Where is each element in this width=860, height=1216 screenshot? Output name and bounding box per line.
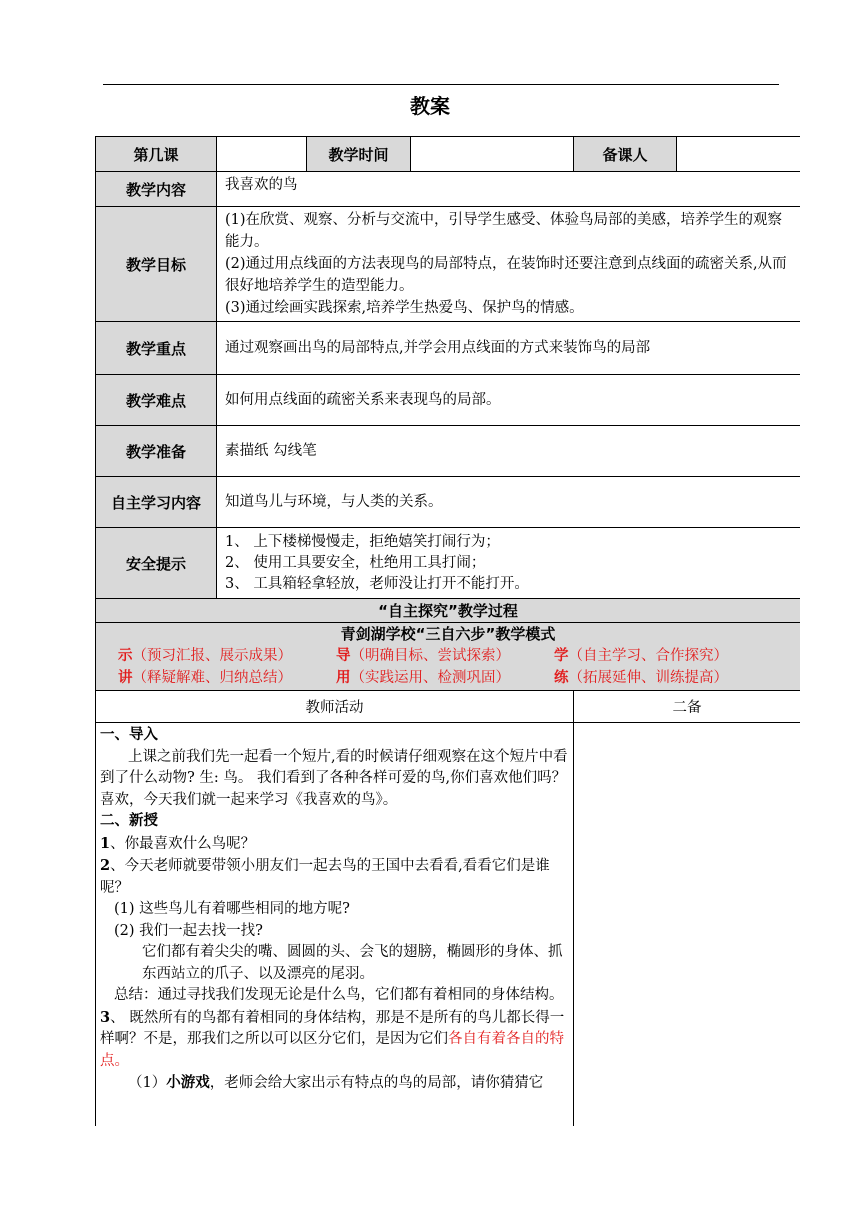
process-banner: “自主探究”教学过程 xyxy=(96,599,801,623)
question-1: 1、你最喜欢什么鸟呢？ xyxy=(100,834,256,852)
goals-value xyxy=(217,207,801,322)
question-2: 2、今天老师就要带领小朋友们一起去鸟的王国中去看看,看看它们是谁呢？ xyxy=(100,857,550,896)
safety-item: 1、 上下楼梯慢慢走，拒绝嬉笑打闹行为； xyxy=(225,533,500,550)
mode-step: 练（拓展延伸、训练提高） xyxy=(554,670,728,686)
bird-features: 它们都有着尖尖的嘴、圆圆的头、会飞的翅膀，椭圆形的身体、抓东西站立的爪子、以及漂亮的尾羽。 xyxy=(142,944,563,982)
goal-item: (1)在欣赏、观察、分析与交流中，引导学生感受、体验鸟局部的美感，培养学生的观察能力。 xyxy=(225,212,783,250)
preparer-value[interactable] xyxy=(677,137,801,172)
mode-step: 导（明确目标、尝试探索） xyxy=(336,648,510,664)
safety-item: 3、 工具箱轻拿轻放，老师没让打开不能打开。 xyxy=(225,575,529,592)
preparation-label: 教学准备 xyxy=(96,426,217,477)
mode-step: 学（自主学习、合作探究） xyxy=(554,648,728,664)
self-study-value: 知道鸟儿与环境，与人类的关系。 xyxy=(217,477,801,528)
mode-title: 青剑湖学校“三自六步”教学模式 xyxy=(340,625,556,643)
difficulties-label: 教学难点 xyxy=(96,375,217,426)
mode-row-2 xyxy=(96,667,800,689)
key-points-value: 通过观察画出鸟的局部特点,并学会用点线面的方式来装饰鸟的局部 xyxy=(217,322,801,375)
safety-value xyxy=(217,528,801,599)
difficulties-value: 如何用点线面的疏密关系来表现鸟的局部。 xyxy=(217,375,801,426)
summary: 总结：通过寻找我们发现无论是什么鸟，它们都有着相同的身体结构。 xyxy=(114,987,564,1003)
lesson-plan-table xyxy=(95,136,800,1126)
question-3: 3、 既然所有的鸟都有着相同的身体结构，那是不是所有的鸟儿都长得一样啊？不是，那我们之所以可以区分它们，是因为它们各自有着各自的特点。 xyxy=(100,1008,565,1069)
self-study-label: 自主学习内容 xyxy=(96,477,217,528)
mode-row-1 xyxy=(96,645,800,667)
mini-game: （1）小游戏，老师会给大家出示有特点的鸟的局部，请你猜猜它 xyxy=(128,1074,544,1091)
preparation-value: 素描纸 勾线笔 xyxy=(217,426,801,477)
mode-step: 示（预习汇报、展示成果） xyxy=(118,648,292,664)
lesson-number-value[interactable] xyxy=(217,137,307,172)
goal-item: (3)通过绘画实践探索,培养学生热爱鸟、保护鸟的情感。 xyxy=(225,300,584,316)
teaching-time-label: 教学时间 xyxy=(307,137,411,172)
page-title: 教案 xyxy=(410,94,450,118)
lesson-number-label: 第几课 xyxy=(96,137,217,172)
teacher-activity-header: 教师活动 xyxy=(96,691,574,723)
preparer-label: 备课人 xyxy=(574,137,677,172)
teacher-activity-content xyxy=(96,723,574,1127)
safety-item: 2、 使用工具要安全，杜绝用工具打闹； xyxy=(225,554,486,571)
teaching-time-value[interactable] xyxy=(411,137,574,172)
content-label: 教学内容 xyxy=(96,172,217,207)
section-new-title: 二、新授 xyxy=(100,813,158,829)
intro-text: 上课之前我们先一起看一个短片,看的时候请仔细观察在这个短片中看到了什么动物? 生: 鸟。 我们看到了各种各样可爱的鸟,你们喜欢他们吗？喜欢，今天我们就一起来学习《我喜欢的鸟》。 xyxy=(100,748,568,808)
second-prep-header: 二备 xyxy=(574,691,801,723)
second-prep-content[interactable] xyxy=(574,723,801,1127)
question-2b: (2) 我们一起去找一找? xyxy=(114,922,263,939)
safety-label: 安全提示 xyxy=(96,528,217,599)
content-value: 我喜欢的鸟 xyxy=(217,172,801,207)
section-intro-title: 一、导入 xyxy=(100,727,158,743)
key-points-label: 教学重点 xyxy=(96,322,217,375)
mode-step: 讲（释疑解难、归纳总结） xyxy=(118,670,292,686)
teaching-mode xyxy=(96,623,801,691)
goal-item: (2)通过用点线面的方法表现鸟的局部特点，在装饰时还要注意到点线面的疏密关系,从而很好地培养学生的造型能力。 xyxy=(225,256,787,294)
goals-label: 教学目标 xyxy=(96,207,217,322)
mode-step: 用（实践运用、检测巩固） xyxy=(336,670,510,686)
question-2a: (1) 这些鸟儿有着哪些相同的地方呢? xyxy=(114,901,350,917)
header-rule xyxy=(103,84,779,85)
